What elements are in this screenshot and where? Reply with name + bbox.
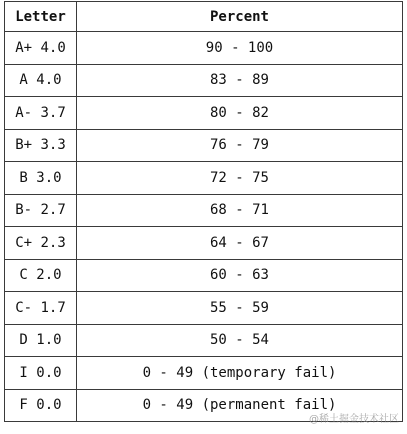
table-row (5, 97, 403, 130)
percent-cell: 68 - 71 (77, 194, 403, 227)
letter-cell: B+ 3.3 (5, 129, 77, 162)
grade-table-body (5, 32, 403, 422)
percent-cell: 0 - 49 (temporary fail) (77, 357, 403, 390)
letter-cell: B 3.0 (5, 162, 77, 195)
table-row (5, 162, 403, 195)
table-row (5, 194, 403, 227)
percent-cell: 90 - 100 (77, 32, 403, 65)
percent-cell: 55 - 59 (77, 292, 403, 325)
table-row (5, 259, 403, 292)
watermark: @稀土掘金技术社区 (309, 414, 399, 425)
letter-cell: C+ 2.3 (5, 227, 77, 260)
letter-cell: A+ 4.0 (5, 32, 77, 65)
letter-cell: A- 3.7 (5, 97, 77, 130)
table-row (5, 64, 403, 97)
percent-cell: 50 - 54 (77, 324, 403, 357)
letter-cell: B- 2.7 (5, 194, 77, 227)
table-row (5, 227, 403, 260)
letter-cell: C 2.0 (5, 259, 77, 292)
letter-cell: C- 1.7 (5, 292, 77, 325)
header-row (5, 2, 403, 32)
grade-table (4, 1, 403, 422)
percent-cell: 83 - 89 (77, 64, 403, 97)
letter-cell: D 1.0 (5, 324, 77, 357)
letter-cell: A 4.0 (5, 64, 77, 97)
table-row (5, 129, 403, 162)
percent-cell: 60 - 63 (77, 259, 403, 292)
table-row (5, 357, 403, 390)
letter-column-header: Letter (5, 2, 77, 32)
letter-cell: F 0.0 (5, 389, 77, 422)
percent-column-header: Percent (77, 2, 403, 32)
percent-cell: 64 - 67 (77, 227, 403, 260)
table-row (5, 32, 403, 65)
percent-cell: 80 - 82 (77, 97, 403, 130)
percent-cell: 76 - 79 (77, 129, 403, 162)
table-row (5, 324, 403, 357)
percent-cell: 72 - 75 (77, 162, 403, 195)
letter-cell: I 0.0 (5, 357, 77, 390)
table-row (5, 292, 403, 325)
percent-cell: 0 - 49 (permanent fail) (77, 389, 403, 422)
